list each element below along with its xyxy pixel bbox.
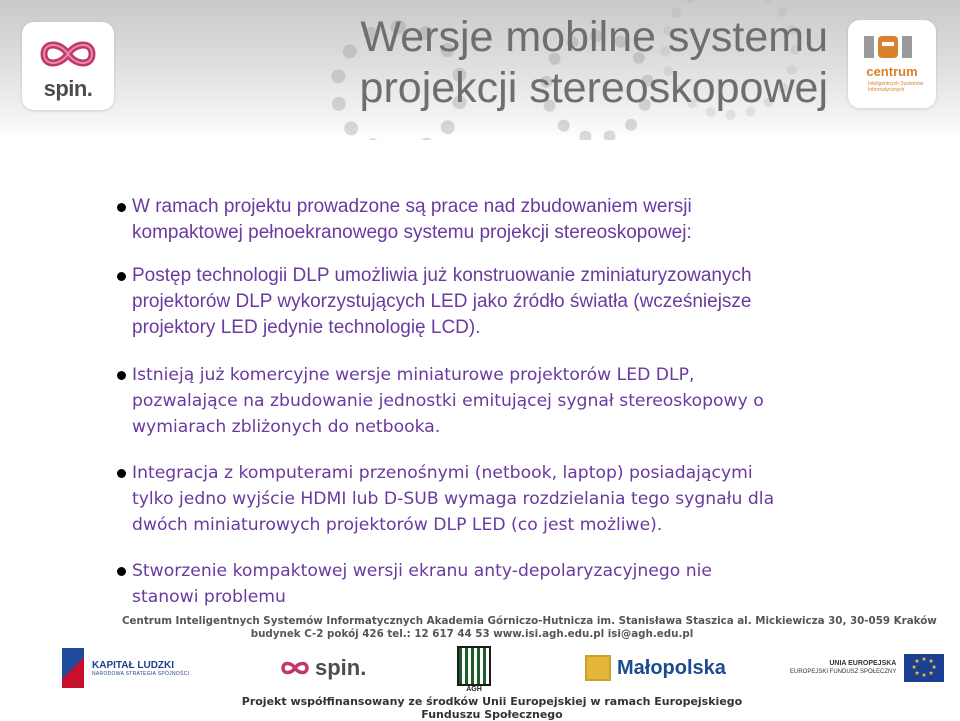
cofinancing-note: Projekt współfinansowany ze środków Unii Europejskiej w ramach Europejskiego Funduszu Społecznego — [241, 695, 743, 721]
bullet-2 — [132, 263, 892, 341]
malopolska-text: Małopolska — [617, 656, 726, 679]
isi-logo-subtext: Inteligentnych Systemów Informatycznych — [868, 81, 924, 93]
spin-infinity-icon — [22, 28, 114, 78]
bullet-1 — [132, 194, 892, 246]
bullet-line: kompaktowej pełnoekranowego systemu projekcji stereoskopowej: — [132, 222, 692, 243]
footer-address-line-2: budynek C-2 pokój 426 tel.: 12 617 44 53 www.isi.agh.edu.pl isi@agh.edu.pl — [250, 628, 694, 640]
page-title — [268, 12, 828, 114]
isi-logo — [848, 20, 936, 108]
bullet-line: W ramach projektu prowadzone są prace nad zbudowaniem wersji — [132, 196, 692, 217]
isi-logo-icon — [848, 28, 936, 68]
agh-logo — [457, 642, 491, 698]
bullet-line: projektory LED jedynie technologię LCD). — [132, 317, 481, 338]
footer-address-line-1: Centrum Inteligentnych Systemów Informatycznych Akademia Górniczo-Hutnicza im. Stanisława Staszica al. Mickiewicza 30, 30-059 Kraków — [122, 615, 937, 627]
bullet-line: Postęp technologii DLP umożliwia już konstruowanie zminiaturyzowanych — [132, 265, 752, 286]
spin-infinity-icon — [275, 657, 315, 679]
bullet-3 — [132, 362, 892, 440]
bullet-line: pozwalające na zbudowanie jednostki emitującej sygnał stereoskopowy o — [132, 391, 764, 411]
isi-logo-text: centrum — [866, 64, 918, 79]
spin-small-text: spin. — [315, 655, 367, 680]
malopolska-logo — [585, 642, 726, 694]
eu-subtext: EUROPEJSKI FUNDUSZ SPOŁECZNY — [790, 669, 897, 675]
bullet-line: tylko jedno wyjście HDMI lub D-SUB wymaga rozdzielania tego sygnału dla — [132, 489, 775, 509]
kapital-ludzki-logo — [62, 642, 189, 694]
malopolska-emblem-icon — [585, 655, 611, 681]
eu-text: UNIA EUROPEJSKA — [829, 660, 897, 667]
bullet-line: Integracja z komputerami przenośnymi (netbook, laptop) posiadającymi — [132, 463, 753, 483]
spin-logo — [22, 22, 114, 110]
bullet-line: projektorów DLP wykorzystujących LED jako źródło światła (wcześniejsze — [132, 291, 752, 312]
bullet-5 — [132, 558, 892, 610]
kapital-ludzki-subtext: NARODOWA STRATEGIA SPÓJNOŚCI — [92, 670, 190, 677]
eu-flag-icon: ★ ★ ★ ★ ★ ★ ★ ★ — [904, 654, 944, 682]
bullet-line: dwóch miniaturowych projektorów DLP LED (co jest możliwe). — [132, 515, 663, 535]
title-line-1: Wersje mobilne systemu — [360, 13, 828, 61]
agh-text: AGH — [466, 686, 482, 693]
spin-small-logo — [275, 642, 366, 694]
bullet-line: Istnieją już komercyjne wersje miniaturowe projektorów LED DLP, — [132, 365, 695, 385]
slide-header — [0, 0, 960, 140]
title-line-2: projekcji stereoskopowej — [359, 64, 828, 112]
spin-logo-text: spin. — [43, 76, 93, 101]
bullet-4 — [132, 460, 892, 538]
kapital-ludzki-flag-icon — [62, 648, 84, 688]
bullet-line: stanowi problemu — [132, 587, 286, 607]
agh-emblem-icon — [457, 646, 491, 693]
eu-logo — [790, 642, 944, 694]
kapital-ludzki-text: KAPITAŁ LUDZKI — [92, 659, 175, 671]
bullet-line: wymiarach zbliżonych do netbooka. — [132, 417, 441, 437]
bullet-line: Stworzenie kompaktowej wersji ekranu anty-depolaryzacyjnego nie — [132, 561, 712, 581]
sponsor-logos — [0, 642, 960, 694]
